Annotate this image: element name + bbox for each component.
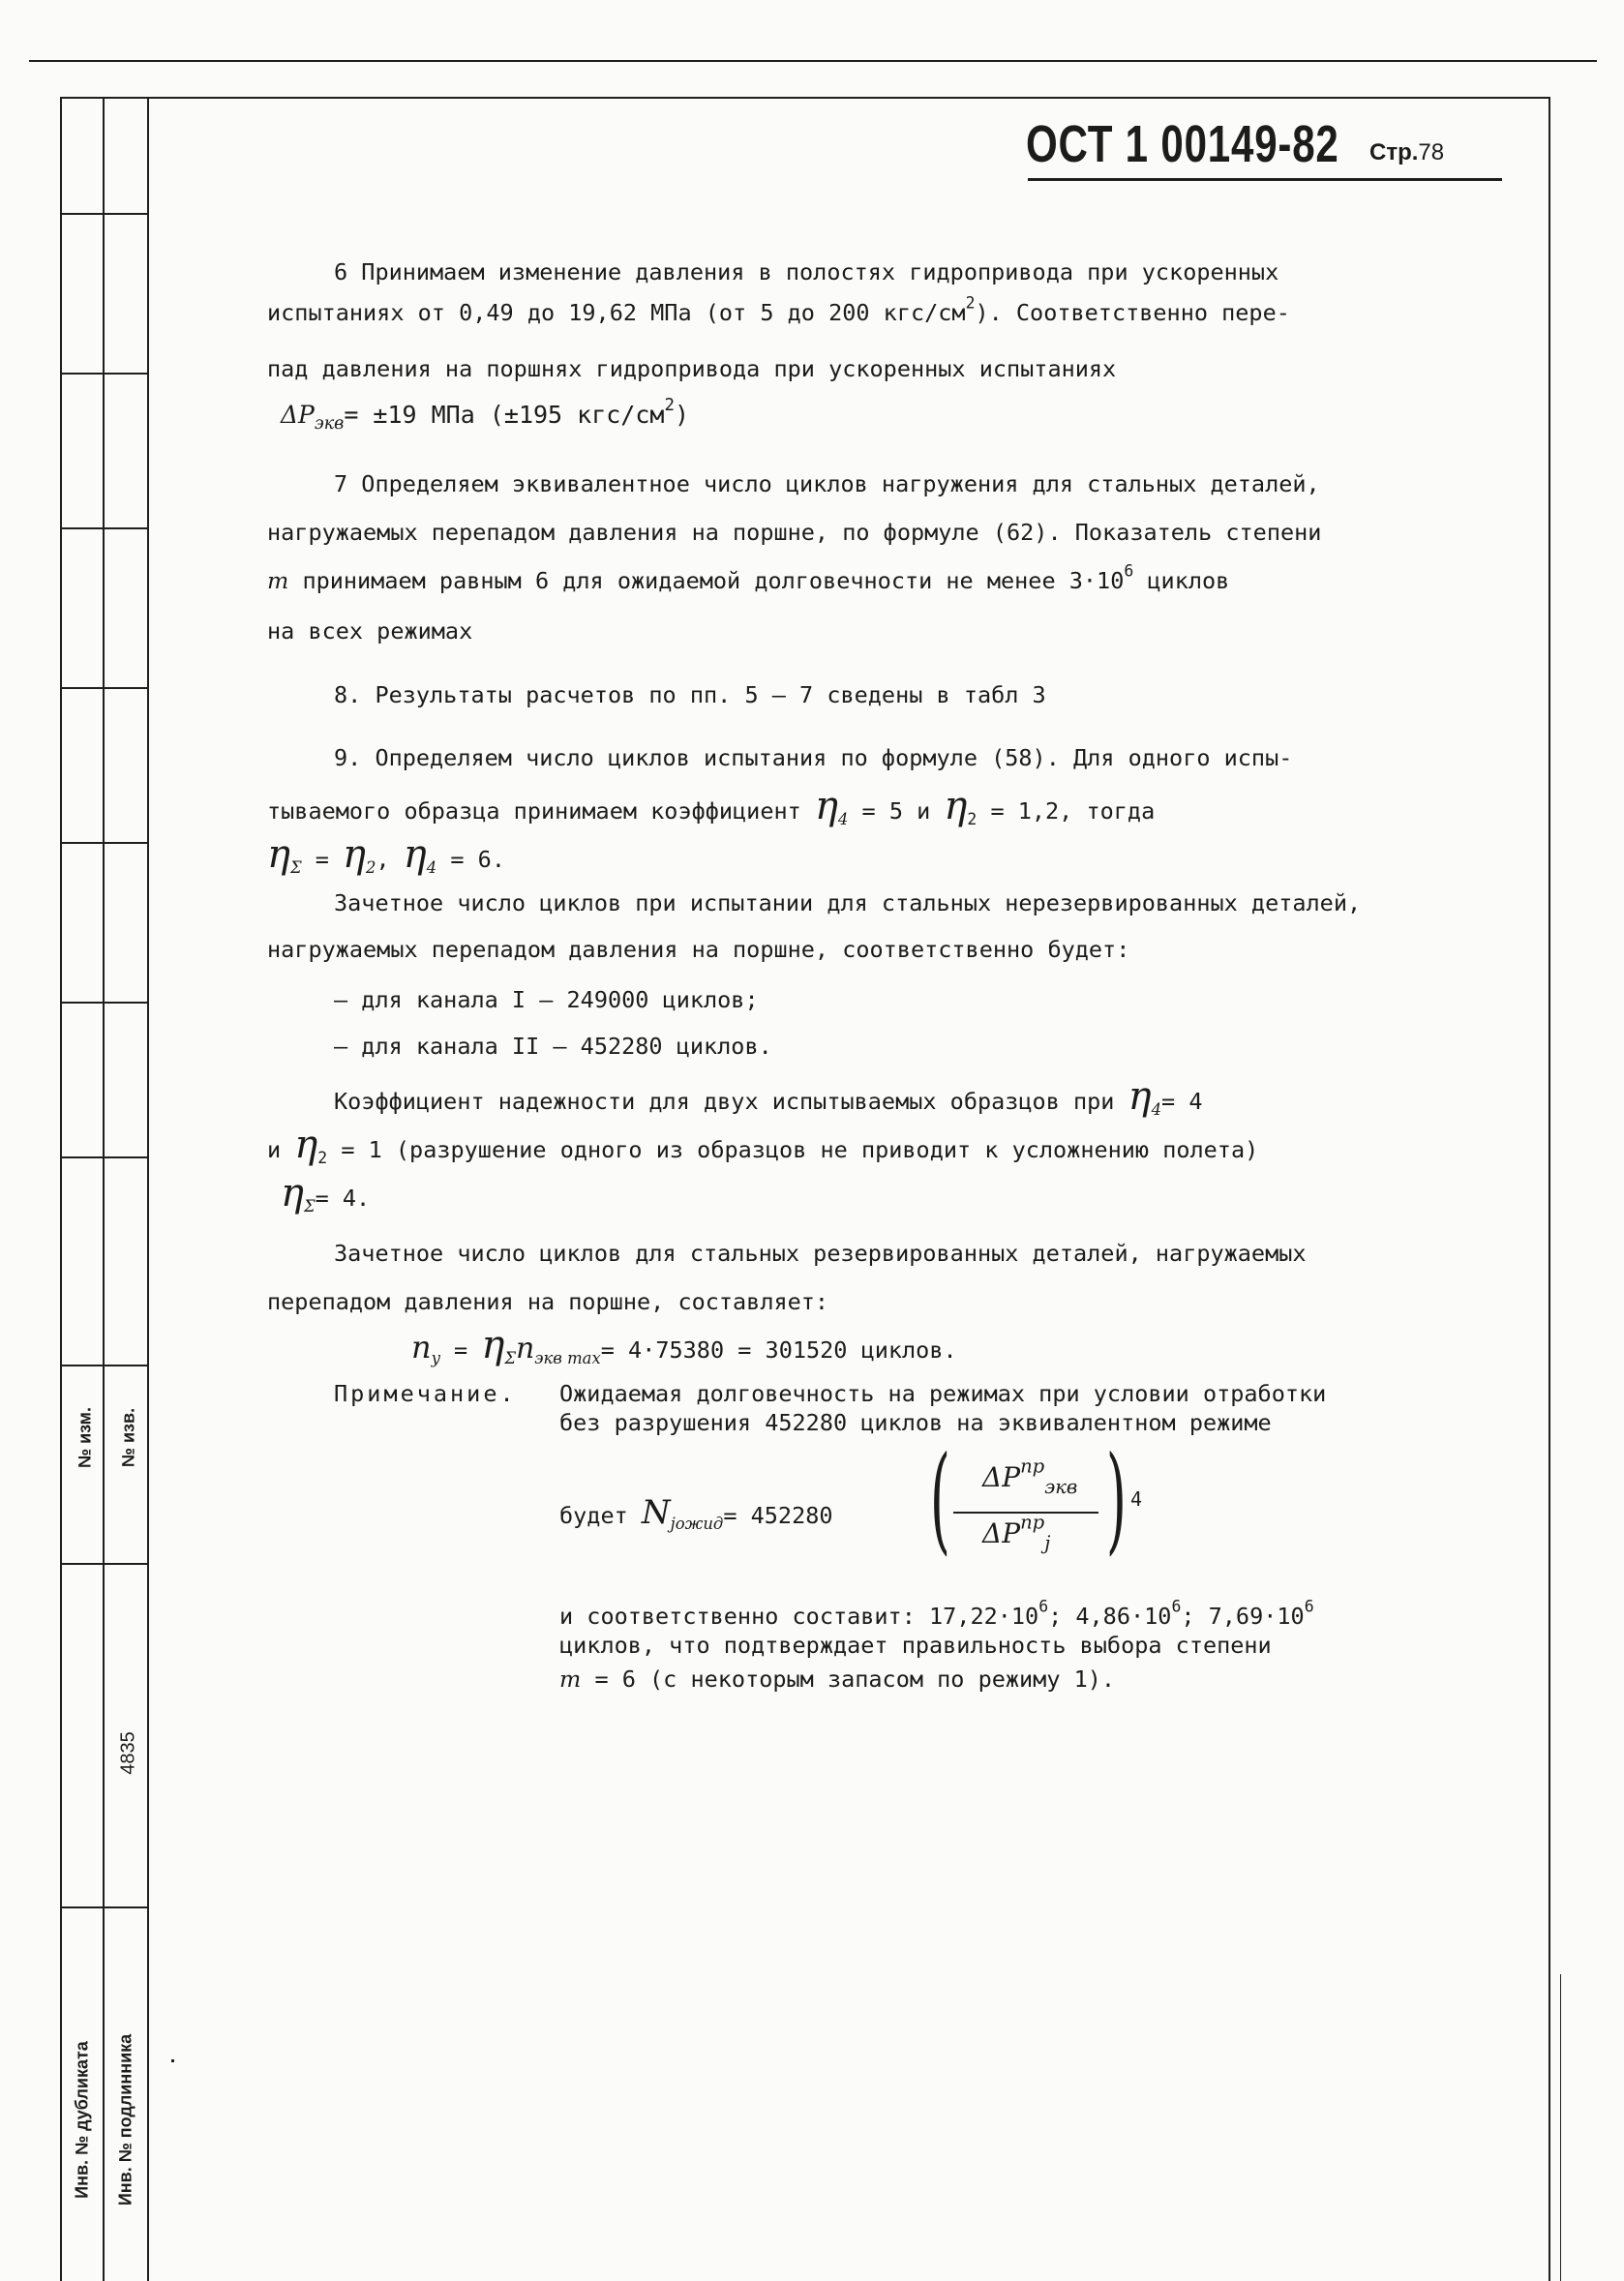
page-label <box>1369 139 1444 166</box>
text-span: = 4·75380 = 301520 циклов. <box>600 1336 957 1364</box>
page-number: 78 <box>1418 139 1445 165</box>
margin-left-border <box>60 97 62 2281</box>
math-sub: 4 <box>426 857 437 877</box>
numerator <box>982 1455 1078 1498</box>
math-sub: Σ <box>504 1348 516 1367</box>
margin-divider <box>60 527 149 529</box>
text-span: , <box>376 846 390 873</box>
formula-ny: $n_y = \eta_\Sigma n_{экв max}= 4\cdot 75380 = 301520$ циклов. <box>411 1323 957 1367</box>
math-m: m <box>267 567 289 594</box>
margin-divider <box>60 687 149 689</box>
left-paren: ( <box>929 1432 950 1567</box>
eta-symbol: η <box>281 1171 304 1216</box>
text-span: = 4. <box>315 1185 371 1212</box>
margin-label-original: Инв. № подлинника <box>115 2033 135 2206</box>
margin-divider <box>60 1906 149 1908</box>
note-line: циклов, что подтверждает правильность выбора степени <box>559 1632 1272 1659</box>
durability-formula <box>559 1493 833 1533</box>
math-n: n <box>411 1329 432 1366</box>
text-span: = 452280 <box>723 1502 833 1529</box>
superscript: 6 <box>1171 1597 1182 1616</box>
math-sub: экв <box>1044 1475 1078 1498</box>
superscript: пр <box>1020 1455 1045 1478</box>
math-n: n <box>515 1332 535 1366</box>
math-sub: экв max <box>534 1348 601 1367</box>
math-sub: j <box>1044 1531 1051 1554</box>
math-sub: экв <box>314 414 345 435</box>
text-line: нагружаемых перепадом давления на поршне, соответственно будет: <box>267 936 1130 963</box>
right-border-inner <box>1560 1974 1561 2281</box>
margin-divider <box>60 1156 149 1158</box>
superscript: 6 <box>1304 1597 1314 1616</box>
margin-divider <box>60 213 149 215</box>
superscript: 6 <box>1124 561 1134 581</box>
superscript: 2 <box>664 395 676 415</box>
note-line: без разрушения 452280 циклов на эквивалентном режиме <box>559 1409 1272 1436</box>
math-sub: Σ <box>289 857 302 877</box>
scan-speck <box>171 2059 174 2062</box>
math-dp: ΔP <box>281 401 315 429</box>
text-span: = 6. <box>436 846 505 873</box>
text-line <box>334 1074 1203 1119</box>
math-sub: ожид <box>675 1514 724 1533</box>
margin-label-number: 4835 <box>117 1731 139 1775</box>
page-label-text: Стр. <box>1369 139 1419 165</box>
margin-divider <box>60 1365 149 1366</box>
text-line <box>267 293 1290 327</box>
math-sub: Σ <box>303 1196 316 1216</box>
page-header <box>1026 114 1510 182</box>
text-span: = 5 и <box>848 797 945 825</box>
formula-eta-sum <box>281 1171 371 1216</box>
math-m: m <box>559 1666 582 1693</box>
text-line: Зачетное число циклов для стальных резервированных деталей, нагружаемых <box>334 1240 1307 1267</box>
document-code: ОСТ 1 00149-82 <box>1026 115 1339 173</box>
list-item: – для канала I – 249000 циклов; <box>334 986 759 1013</box>
eta-symbol: η <box>343 832 367 877</box>
superscript: 2 <box>965 293 976 313</box>
denominator <box>982 1511 1051 1554</box>
text-span: = 4 <box>1161 1088 1203 1115</box>
text-span: ; 4,86·10 <box>1048 1603 1172 1630</box>
text-span: Коэффициент надежности для двух испытываемых образцов при <box>334 1088 1128 1115</box>
note-line <box>559 1597 1314 1631</box>
margin-mid-border <box>103 97 105 2281</box>
text-span: ) <box>675 401 690 429</box>
list-item: – для канала II – 452280 циклов. <box>334 1033 772 1060</box>
margin-label-izm: № изм. <box>75 1407 95 1468</box>
text-line <box>267 1123 1259 1167</box>
top-rule <box>29 60 1597 62</box>
note-line <box>559 1665 1115 1694</box>
right-paren: ) <box>1105 1432 1127 1567</box>
margin-divider <box>60 842 149 844</box>
math-sub: 4 <box>1151 1099 1162 1119</box>
math-sub: y <box>431 1348 440 1367</box>
text-span: = 1,2, тогда <box>977 797 1156 825</box>
text-line: 8. Результаты расчетов по пп. 5 – 7 сведены в табл 3 <box>334 681 1046 708</box>
content-top-border <box>60 97 1550 99</box>
text-span: и соответственно составит: 17,22·10 <box>559 1603 1039 1630</box>
eta-symbol: η <box>814 784 838 828</box>
margin-label-duplicate: Инв. № дубликата <box>72 2041 92 2199</box>
text-span: ; 7,69·10 <box>1181 1603 1305 1630</box>
margin-right-border <box>147 97 149 2281</box>
eta-symbol: η <box>294 1123 318 1167</box>
text-line: нагружаемых перепадом давления на поршне, по формуле (62). Показатель степени <box>267 519 1322 546</box>
text-line: 7 Определяем эквивалентное число циклов нагружения для стальных деталей, <box>334 470 1320 497</box>
text-line: 6 Принимаем изменение давления в полостях гидропривода при ускоренных <box>334 258 1279 285</box>
note-label: Примечание. <box>334 1380 517 1407</box>
superscript: 6 <box>1038 1597 1049 1616</box>
formula-eta-sum: $\eta_\Sigma = \eta_2$, $\eta_4 = 6$. <box>267 832 505 877</box>
math-sub: 4 <box>837 809 849 828</box>
text-span: = ±19 МПа (±195 кгс/см <box>344 401 665 429</box>
margin-divider <box>60 373 149 375</box>
math-sub: 2 <box>967 809 977 828</box>
text-line: на всех режимах <box>267 617 473 645</box>
text-line: пад давления на поршнях гидропривода при ускоренных испытаниях <box>267 355 1117 382</box>
math-dp: ΔP <box>982 1517 1021 1549</box>
text-line <box>267 561 1230 595</box>
math-sub: 2 <box>366 857 376 877</box>
math-N: N <box>641 1493 671 1532</box>
math-sub: j <box>670 1514 676 1533</box>
formula-exponent: 4 <box>1130 1487 1143 1511</box>
text-span: и <box>267 1136 295 1163</box>
text-span: тываемого образца принимаем коэффициент <box>267 797 815 825</box>
math-sub: 2 <box>317 1148 328 1167</box>
text-span: ). Соответственно пере- <box>975 299 1290 326</box>
text-span: принимаем равным 6 для ожидаемой долговечности не менее 3·10 <box>288 567 1125 594</box>
right-border <box>1549 97 1550 2281</box>
text-line: перепадом давления на поршне, составляет: <box>267 1288 829 1315</box>
text-line: 9. Определяем число циклов испытания по формуле (58). Для одного испы- <box>334 744 1293 771</box>
text-line: Зачетное число циклов при испытании для стальных нерезервированных деталей, <box>334 889 1362 916</box>
margin-divider <box>60 1002 149 1004</box>
margin-divider <box>60 1563 149 1565</box>
margin-label-izv: № изв. <box>118 1407 138 1468</box>
superscript: пр <box>1020 1511 1045 1534</box>
text-span: = 6 (с некоторым запасом по режиму 1). <box>581 1666 1116 1693</box>
eta-symbol: η <box>403 832 427 877</box>
text-span: будет <box>559 1502 642 1529</box>
text-span: = 1 (разрушение одного из образцов не приводит к усложнению полета) <box>327 1136 1259 1163</box>
eta-symbol: η <box>481 1323 505 1367</box>
eta-symbol: η <box>1128 1074 1152 1119</box>
formula-delta-p <box>281 395 690 435</box>
eta-symbol: η <box>944 784 968 828</box>
text-line <box>267 784 1156 828</box>
note-line: Ожидаемая долговечность на режимах при условии отработки <box>559 1380 1327 1407</box>
header-underline <box>1028 178 1502 181</box>
text-span: циклов <box>1133 567 1230 594</box>
eta-symbol: η <box>267 832 290 877</box>
math-dp: ΔP <box>982 1461 1021 1493</box>
text-span: испытаниях от 0,49 до 19,62 МПа (от 5 до 200 кгс/см <box>267 299 966 326</box>
